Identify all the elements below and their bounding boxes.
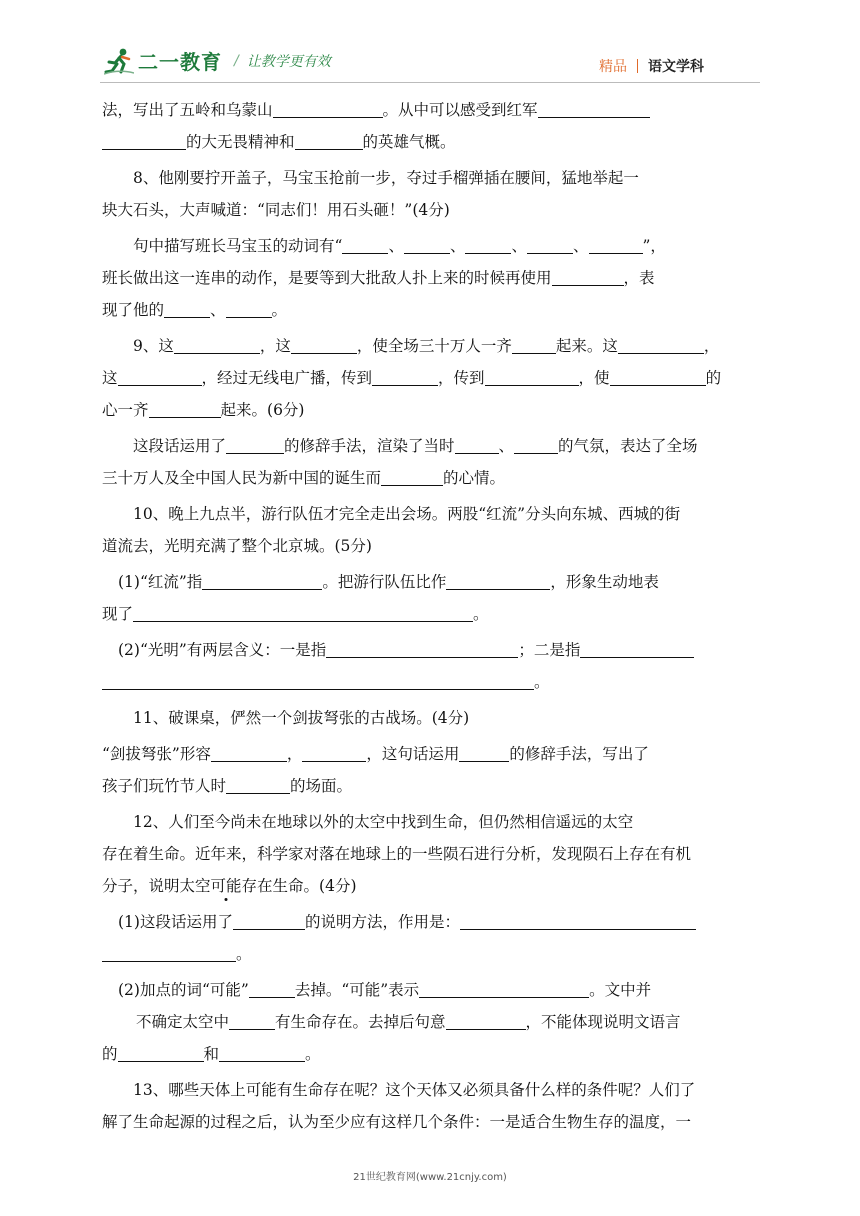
answer-blank[interactable] <box>610 365 706 386</box>
answer-blank[interactable] <box>459 741 509 762</box>
text-line: 这段话运用了 的修辞手法，渲染了当时 、 的气氛，表达了全场 <box>102 430 766 462</box>
text-line: 不确定太空中 有生命存在。去掉后句意 ，不能体现说明文语言 <box>102 1006 766 1038</box>
answer-blank[interactable] <box>302 741 366 762</box>
text-line: (1)这段话运用了 的说明方法，作用是： <box>102 906 766 938</box>
text-line: 现了他的 、 。 <box>102 294 766 326</box>
question-12: 12、人们至今尚未在地球以外的太空中找到生命，但仍然相信遥远的太空 <box>133 813 634 831</box>
question-8: 8、他刚要拧开盖子，马宝玉抢前一步，夺过手榴弹插在腰间，猛地举起一 <box>133 169 639 187</box>
text-line: 这 ，经过无线电广播，传到 ，传到 ，使 的 <box>102 362 766 394</box>
header-rule <box>100 82 760 83</box>
answer-blank[interactable] <box>381 465 443 486</box>
answer-blank[interactable] <box>446 1009 526 1030</box>
answer-blank[interactable] <box>580 637 694 658</box>
text-line: 心一齐 起来。(6分) <box>102 394 766 426</box>
text-line: 道流去，光明充满了整个北京城。(5分) <box>102 537 372 555</box>
question-10: 10、晚上九点半，游行队伍才完全走出会场。两股“红流”分头向东城、西城的街 <box>133 505 681 523</box>
answer-blank[interactable] <box>249 977 295 998</box>
answer-blank[interactable] <box>226 433 284 454</box>
logo-text: 二一教育 <box>138 50 222 74</box>
answer-blank[interactable] <box>102 941 236 962</box>
answer-blank[interactable] <box>273 97 383 118</box>
answer-blank[interactable] <box>460 909 696 930</box>
text-line: 解了生命起源的过程之后，认为至少应有这样几个条件：一是适合生物生存的温度，一 <box>102 1113 692 1131</box>
answer-blank[interactable] <box>102 669 534 690</box>
running-man-icon <box>104 47 134 75</box>
text-line: (1)“红流”指 。把游行队伍比作 ，形象生动地表 <box>102 566 766 598</box>
answer-blank[interactable] <box>465 233 511 254</box>
answer-blank[interactable] <box>326 637 518 658</box>
answer-blank[interactable] <box>538 97 650 118</box>
answer-blank[interactable] <box>404 233 450 254</box>
answer-blank[interactable] <box>552 265 624 286</box>
answer-blank[interactable] <box>372 365 438 386</box>
text-line: 现了 。 <box>102 598 766 630</box>
answer-blank[interactable] <box>618 333 704 354</box>
question-11: 11、破课桌，俨然一个剑拔弩张的古战场。(4分) <box>133 709 470 727</box>
text-line: 的大无畏精神和 的英雄气概。 <box>102 126 766 158</box>
answer-blank[interactable] <box>164 297 210 318</box>
document-body <box>102 94 766 1138</box>
text-line: 孩子们玩竹节人时 的场面。 <box>102 770 766 802</box>
page-footer: 21世纪教育网(www.21cnjy.com) <box>353 1172 507 1183</box>
answer-blank[interactable] <box>295 129 363 150</box>
answer-blank[interactable] <box>512 333 556 354</box>
page-header <box>0 0 860 90</box>
header-divider <box>637 59 638 73</box>
text-line: (2)“光明”有两层含义：一是指 ；二是指 <box>102 634 766 666</box>
answer-blank[interactable] <box>219 1041 305 1062</box>
answer-blank[interactable] <box>419 977 589 998</box>
text-line: 句中描写班长马宝玉的动词有“ 、 、 、 、 ”， <box>102 230 766 262</box>
answer-blank[interactable] <box>118 365 202 386</box>
badge-jingpin: 精品 <box>599 59 627 75</box>
answer-blank[interactable] <box>514 433 558 454</box>
answer-blank[interactable] <box>149 397 221 418</box>
text-line: 三十万人及全中国人民为新中国的诞生而 的心情。 <box>102 462 766 494</box>
answer-blank[interactable] <box>174 333 260 354</box>
text-line: “剑拔弩张”形容 ， ，这句话运用 的修辞手法，写出了 <box>102 738 766 770</box>
answer-blank[interactable] <box>211 741 287 762</box>
subject-label: 语文学科 <box>648 59 704 75</box>
slogan: 让教学更有效 <box>246 53 331 70</box>
emphasis-word: 可能 <box>210 877 242 895</box>
header-category <box>599 56 704 76</box>
answer-blank[interactable] <box>226 773 290 794</box>
answer-blank[interactable] <box>226 297 272 318</box>
answer-blank[interactable] <box>233 909 305 930</box>
text-line: 班长做出这一连串的动作，是要等到大批敌人扑上来的时候再使用 ，表 <box>102 262 766 294</box>
text-line: 的 和 。 <box>102 1038 766 1070</box>
answer-blank[interactable] <box>342 233 388 254</box>
answer-blank[interactable] <box>118 1041 204 1062</box>
text-line: 分子，说明太空可能存在生命。(4分) <box>102 877 357 895</box>
text-line: (2)加点的词“可能” 去掉。“可能”表示 。文中并 <box>102 974 766 1006</box>
text-line: 法，写出了五岭和乌蒙山 。从中可以感受到红军 <box>102 94 766 126</box>
text-line: 。 <box>102 938 766 970</box>
brand-logo <box>104 46 331 75</box>
answer-blank[interactable] <box>291 333 357 354</box>
slogan-separator: / <box>234 52 239 69</box>
question-9: 9、这 ，这 ，使全场三十万人一齐 起来。这 ， <box>102 330 766 362</box>
answer-blank[interactable] <box>446 569 550 590</box>
text-line: 块大石头，大声喊道：“同志们！用石头砸！”(4分) <box>102 201 450 219</box>
answer-blank[interactable] <box>133 601 473 622</box>
answer-blank[interactable] <box>202 569 322 590</box>
answer-blank[interactable] <box>229 1009 275 1030</box>
answer-blank[interactable] <box>589 233 643 254</box>
text-line: 。 <box>102 666 766 698</box>
answer-blank[interactable] <box>527 233 573 254</box>
answer-blank[interactable] <box>485 365 579 386</box>
answer-blank[interactable] <box>455 433 499 454</box>
text-line: 存在着生命。近年来，科学家对落在地球上的一些陨石进行分析，发现陨石上存在有机 <box>102 845 692 863</box>
answer-blank[interactable] <box>102 129 186 150</box>
question-13: 13、哪些天体上可能有生命存在呢？这个天体又必须具备什么样的条件呢？人们了 <box>133 1081 696 1099</box>
